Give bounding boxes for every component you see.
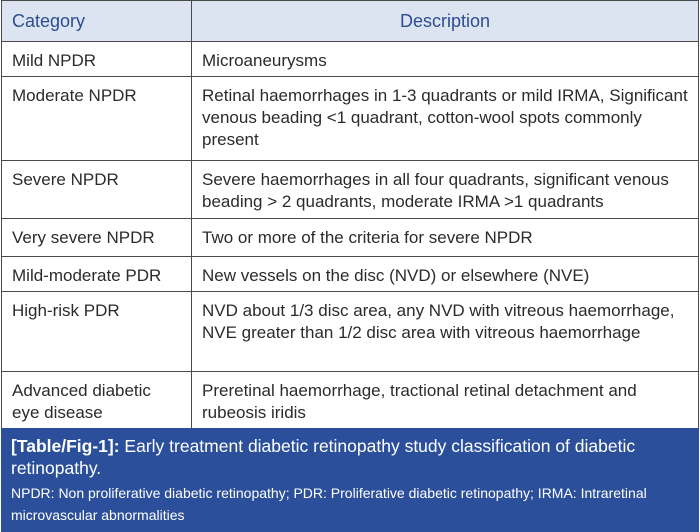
description-cell: NVD about 1/3 disc area, any NVD with vitreous haemorrhage, NVE greater than 1/2 disc area with vitreous haemorrhage <box>192 292 699 372</box>
caption-main <box>11 435 689 479</box>
table-header-row <box>2 1 699 42</box>
header-category: Category <box>2 1 192 42</box>
table-row <box>2 292 699 372</box>
table-row <box>2 42 699 77</box>
description-cell: Two or more of the criteria for severe NPDR <box>192 219 699 257</box>
table-row <box>2 372 699 430</box>
caption-text: Early treatment diabetic retinopathy study classification of diabetic retinopathy. <box>11 436 636 478</box>
category-cell: Mild-moderate PDR <box>2 257 192 292</box>
caption-label: [Table/Fig-1]: <box>11 436 120 456</box>
description-cell: New vessels on the disc (NVD) or elsewhere (NVE) <box>192 257 699 292</box>
table-caption <box>1 428 699 532</box>
category-cell: Very severe NPDR <box>2 219 192 257</box>
category-cell: High-risk PDR <box>2 292 192 372</box>
description-cell: Severe haemorrhages in all four quadrants, significant venous beading > 2 quadrants, moderate IRMA >1 quadrants <box>192 161 699 219</box>
category-cell: Severe NPDR <box>2 161 192 219</box>
classification-table <box>1 0 699 430</box>
description-cell: Microaneurysms <box>192 42 699 77</box>
table-row <box>2 219 699 257</box>
caption-abbreviations: NPDR: Non proliferative diabetic retinopathy; PDR: Proliferative diabetic retinopathy; IRMA: Intraretinal microvascular abnormalities <box>11 485 647 523</box>
description-cell: Retinal haemorrhages in 1-3 quadrants or mild IRMA, Significant venous beading <1 quadrant, cotton-wool spots commonly present <box>192 77 699 161</box>
category-cell: Mild NPDR <box>2 42 192 77</box>
category-cell: Moderate NPDR <box>2 77 192 161</box>
table-row <box>2 77 699 161</box>
header-description: Description <box>192 1 699 42</box>
category-cell: Advanced diabetic eye disease <box>2 372 192 430</box>
table-row <box>2 257 699 292</box>
description-cell: Preretinal haemorrhage, tractional retinal detachment and rubeosis iridis <box>192 372 699 430</box>
table-row <box>2 161 699 219</box>
